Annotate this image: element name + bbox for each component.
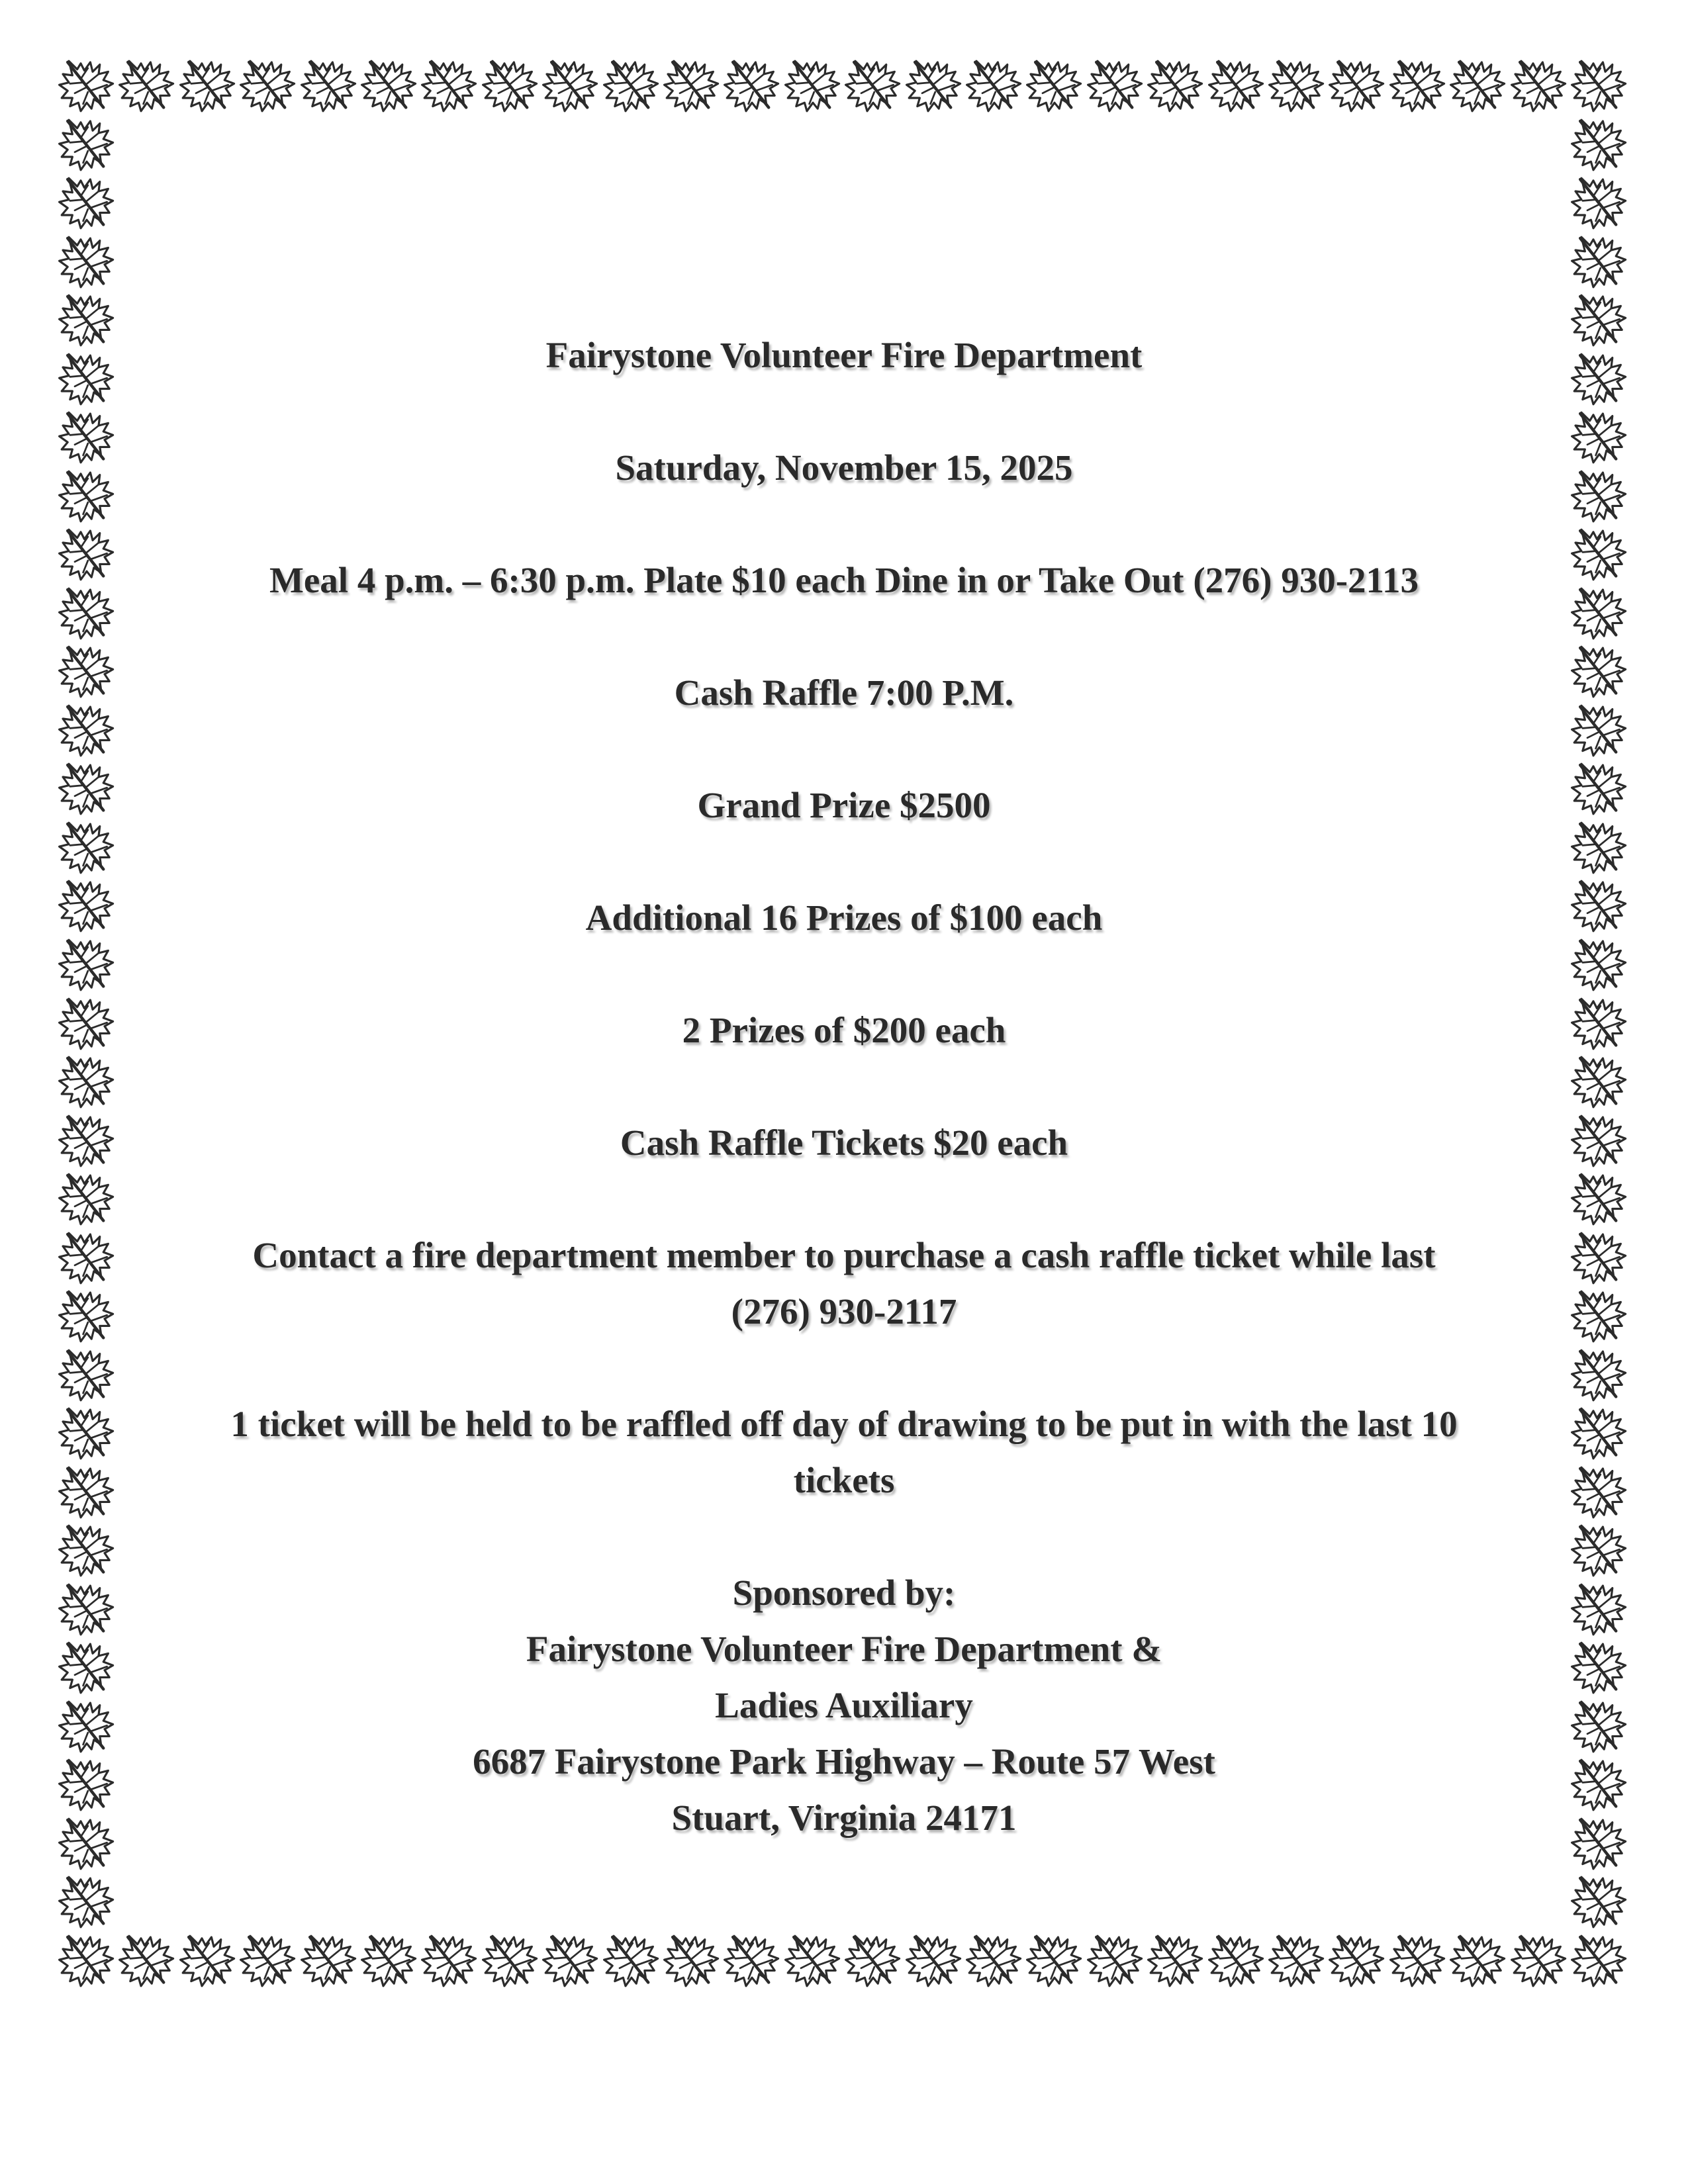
maple-leaf-icon xyxy=(1569,876,1630,936)
maple-leaf-icon xyxy=(661,56,722,116)
maple-leaf-icon xyxy=(782,1931,843,1991)
maple-leaf-icon xyxy=(238,1931,299,1991)
maple-leaf-icon xyxy=(56,876,117,936)
maple-leaf-icon xyxy=(1387,56,1448,116)
maple-leaf-icon xyxy=(177,1931,238,1991)
maple-leaf-icon xyxy=(56,584,117,643)
maple-leaf-icon xyxy=(56,56,117,116)
maple-leaf-icon xyxy=(540,1931,601,1991)
sponsor-city: Stuart, Virginia 24171 xyxy=(671,1797,1017,1838)
maple-leaf-icon xyxy=(56,467,117,526)
maple-leaf-icon xyxy=(1569,1697,1630,1756)
maple-leaf-icon xyxy=(419,56,480,116)
additional-prizes: Additional 16 Prizes of $100 each xyxy=(585,897,1103,938)
contact-phone: (276) 930-2117 xyxy=(731,1291,957,1332)
maple-leaf-icon xyxy=(1206,1931,1267,1991)
grand-prize: Grand Prize $2500 xyxy=(697,785,991,825)
maple-leaf-icon xyxy=(56,1169,117,1229)
maple-leaf-icon xyxy=(1569,994,1630,1054)
sponsor-name: Fairystone Volunteer Fire Department & xyxy=(526,1629,1162,1669)
maple-leaf-icon xyxy=(1569,1872,1630,1932)
maple-leaf-icon xyxy=(722,56,782,116)
maple-leaf-icon xyxy=(117,1931,177,1991)
maple-leaf-icon xyxy=(1569,291,1630,350)
maple-leaf-icon xyxy=(1569,1931,1630,1991)
maple-leaf-icon xyxy=(1569,1169,1630,1229)
maple-leaf-icon xyxy=(1448,1931,1509,1991)
maple-leaf-icon xyxy=(964,1931,1025,1991)
maple-leaf-icon xyxy=(177,56,238,116)
maple-leaf-icon xyxy=(1569,349,1630,409)
maple-leaf-icon xyxy=(964,56,1025,116)
maple-leaf-icon xyxy=(56,935,117,995)
maple-leaf-icon xyxy=(1145,1931,1206,1991)
maple-leaf-icon xyxy=(56,115,117,175)
maple-leaf-icon xyxy=(1569,1755,1630,1815)
maple-leaf-icon xyxy=(1569,584,1630,643)
maple-leaf-icon xyxy=(1266,1931,1327,1991)
maple-leaf-icon xyxy=(56,1228,117,1288)
maple-leaf-icon xyxy=(1569,56,1630,116)
maple-leaf-icon xyxy=(1085,56,1146,116)
maple-leaf-icon xyxy=(56,759,117,819)
maple-leaf-icon xyxy=(480,56,541,116)
held-ticket-note-continued: tickets xyxy=(793,1460,895,1500)
maple-leaf-icon xyxy=(117,56,177,116)
maple-leaf-icon xyxy=(782,56,843,116)
maple-leaf-icon xyxy=(1569,1345,1630,1405)
ticket-price: Cash Raffle Tickets $20 each xyxy=(620,1122,1068,1163)
maple-leaf-icon xyxy=(56,1580,117,1639)
maple-leaf-icon xyxy=(56,349,117,409)
sponsor-address: 6687 Fairystone Park Highway – Route 57 West xyxy=(473,1741,1215,1782)
maple-leaf-icon xyxy=(1448,56,1509,116)
maple-leaf-icon xyxy=(1569,115,1630,175)
maple-leaf-icon xyxy=(1266,56,1327,116)
maple-leaf-icon xyxy=(56,1931,117,1991)
maple-leaf-icon xyxy=(56,994,117,1054)
maple-leaf-icon xyxy=(1509,1931,1570,1991)
maple-leaf-icon xyxy=(1569,232,1630,292)
maple-leaf-icon xyxy=(56,1814,117,1874)
maple-leaf-icon xyxy=(1024,1931,1085,1991)
maple-leaf-icon xyxy=(1327,1931,1387,1991)
maple-leaf-icon xyxy=(359,56,420,116)
maple-leaf-icon xyxy=(56,232,117,292)
maple-leaf-icon xyxy=(1569,467,1630,526)
maple-leaf-icon xyxy=(56,1052,117,1112)
maple-leaf-icon xyxy=(56,408,117,467)
sponsor-label: Sponsored by: xyxy=(732,1572,956,1613)
sponsor-auxiliary: Ladies Auxiliary xyxy=(715,1685,973,1725)
maple-leaf-icon xyxy=(419,1931,480,1991)
maple-leaf-icon xyxy=(56,291,117,350)
event-date: Saturday, November 15, 2025 xyxy=(615,447,1073,488)
maple-leaf-icon xyxy=(1569,173,1630,233)
maple-leaf-icon xyxy=(56,701,117,760)
meal-info: Meal 4 p.m. – 6:30 p.m. Plate $10 each Dine in or Take Out (276) 930-2113 xyxy=(269,560,1419,600)
maple-leaf-icon xyxy=(56,1345,117,1405)
maple-leaf-icon xyxy=(56,1463,117,1522)
maple-leaf-icon xyxy=(56,1111,117,1171)
maple-leaf-icon xyxy=(1569,1052,1630,1112)
maple-leaf-icon xyxy=(1569,1111,1630,1171)
maple-leaf-icon xyxy=(1569,1521,1630,1580)
maple-leaf-icon xyxy=(1145,56,1206,116)
maple-leaf-icon xyxy=(480,1931,541,1991)
raffle-time: Cash Raffle 7:00 P.M. xyxy=(674,672,1014,713)
maple-leaf-icon xyxy=(56,1872,117,1932)
held-ticket-note: 1 ticket will be held to be raffled off day of drawing to be put in with the last 10 xyxy=(230,1404,1458,1444)
maple-leaf-icon xyxy=(1327,56,1387,116)
maple-leaf-icon xyxy=(904,56,964,116)
maple-leaf-icon xyxy=(1569,1580,1630,1639)
maple-leaf-icon xyxy=(56,1404,117,1463)
maple-leaf-icon xyxy=(1569,408,1630,467)
maple-leaf-icon xyxy=(1085,1931,1146,1991)
maple-leaf-icon xyxy=(843,56,904,116)
maple-leaf-icon xyxy=(359,1931,420,1991)
maple-leaf-icon xyxy=(1387,1931,1448,1991)
maple-leaf-icon xyxy=(56,1755,117,1815)
maple-leaf-icon xyxy=(56,642,117,702)
maple-leaf-icon xyxy=(1569,759,1630,819)
maple-leaf-icon xyxy=(1569,1404,1630,1463)
maple-leaf-icon xyxy=(1569,1287,1630,1346)
maple-leaf-icon xyxy=(601,56,662,116)
maple-leaf-icon xyxy=(1569,1638,1630,1698)
maple-leaf-icon xyxy=(1569,1814,1630,1874)
maple-leaf-icon xyxy=(56,1697,117,1756)
maple-leaf-icon xyxy=(904,1931,964,1991)
maple-leaf-icon xyxy=(56,173,117,233)
maple-leaf-icon xyxy=(1569,701,1630,760)
maple-leaf-icon xyxy=(1569,1463,1630,1522)
maple-leaf-icon xyxy=(56,525,117,584)
maple-leaf-icon xyxy=(1509,56,1570,116)
maple-leaf-icon xyxy=(1569,935,1630,995)
maple-leaf-icon xyxy=(843,1931,904,1991)
maple-leaf-icon xyxy=(56,1287,117,1346)
maple-leaf-icon xyxy=(1024,56,1085,116)
second-prizes: 2 Prizes of $200 each xyxy=(682,1010,1006,1050)
maple-leaf-icon xyxy=(661,1931,722,1991)
maple-leaf-icon xyxy=(1569,642,1630,702)
maple-leaf-icon xyxy=(540,56,601,116)
maple-leaf-icon xyxy=(722,1931,782,1991)
maple-leaf-icon xyxy=(1569,818,1630,878)
maple-leaf-icon xyxy=(56,1638,117,1698)
maple-leaf-icon xyxy=(1569,1228,1630,1288)
maple-leaf-icon xyxy=(299,1931,359,1991)
maple-leaf-icon xyxy=(601,1931,662,1991)
maple-leaf-icon xyxy=(56,1521,117,1580)
maple-leaf-icon xyxy=(1206,56,1267,116)
contact-instructions: Contact a fire department member to purchase a cash raffle ticket while last xyxy=(252,1235,1436,1275)
maple-leaf-icon xyxy=(299,56,359,116)
maple-leaf-icon xyxy=(56,818,117,878)
maple-leaf-icon xyxy=(1569,525,1630,584)
organization-title: Fairystone Volunteer Fire Department xyxy=(545,335,1143,375)
maple-leaf-icon xyxy=(238,56,299,116)
